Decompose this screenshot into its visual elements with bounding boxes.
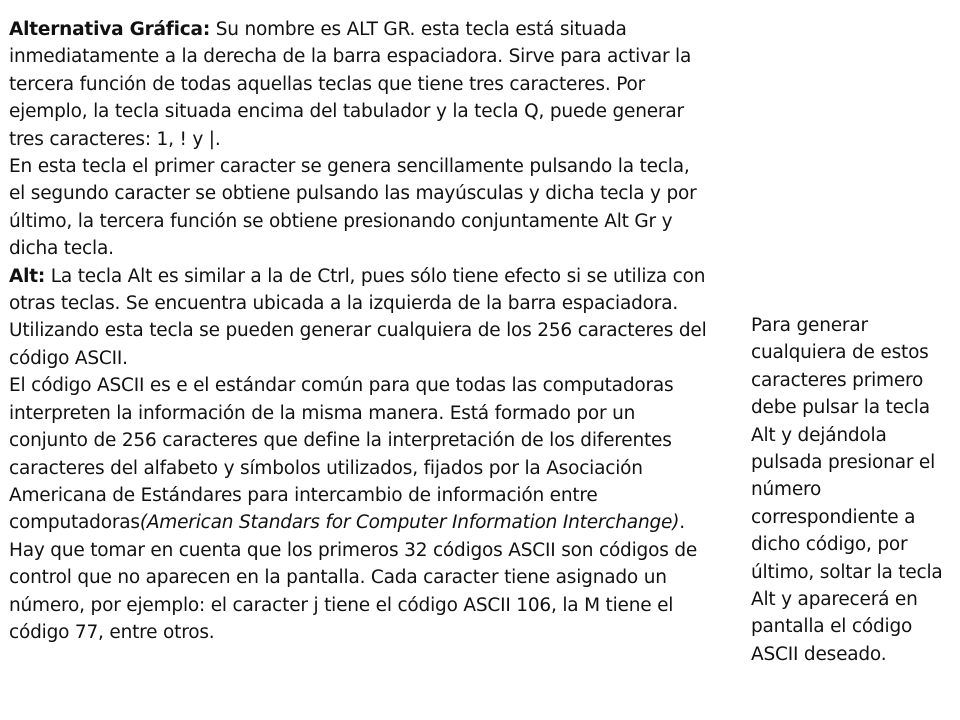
main-text-block xyxy=(9,16,709,646)
alt-term: Alt: xyxy=(9,265,46,287)
ascii-paragraph xyxy=(9,372,709,646)
altgr-description: Su nombre es ALT GR. esta tecla está situada inmediatamente a la derecha de la barra espaciadora. Sirve para activar la tercera función de todas aquellas teclas que tiene tres caracteres. Por ejemplo, la tecla situada encima del tabulador y la tecla Q, puede generar tres caracteres: 1, ! y |. xyxy=(9,19,692,150)
side-note: Para generar cualquiera de estos caracteres primero debe pulsar la tecla Alt y dejándola pulsada presionar el número correspondiente a dicho código, por último, soltar la tecla Alt y aparecerá en pantalla el código ASCII deseado. xyxy=(751,315,943,665)
ascii-description-end: . Hay que tomar en cuenta que los primeros 32 códigos ASCII son códigos de control que no aparecen en la pantalla. Cada caracter tiene asignado un número, por ejemplo: el caracter j tiene el código ASCII 106, la M tiene el código 77, entre otros. xyxy=(9,512,698,643)
alt-description: La tecla Alt es similar a la de Ctrl, pues sólo tiene efecto si se utiliza con otras teclas. Se encuentra ubicada a la izquierda de la barra espaciadora. Utilizando esta tecla se pueden generar cualquiera de los 256 caracteres del código ASCII. xyxy=(9,265,707,369)
ascii-acronym-expansion: (American Standars for Computer Information Interchange) xyxy=(139,512,680,534)
ascii-description-start: El código ASCII es e el estándar común para que todas las computadoras interpreten la información de la misma manera. Está formado por un conjunto de 256 caracteres que define la interpretación de los diferentes caracteres del alfabeto y símbolos utilizados, fijados por la Asociación Americana de Estándares para intercambio de información entre computadoras xyxy=(9,375,674,534)
altgr-term: Alternativa Gráfica: xyxy=(9,19,211,40)
altgr-paragraph xyxy=(9,16,709,153)
altgr-usage-paragraph: En esta tecla el primer caracter se genera sencillamente pulsando la tecla, el segundo caracter se obtiene pulsando las mayúsculas y dicha tecla y por último, la tercera función se obtiene presionando conjuntamente Alt Gr y dicha tecla. xyxy=(9,156,697,260)
alt-paragraph xyxy=(9,263,709,373)
